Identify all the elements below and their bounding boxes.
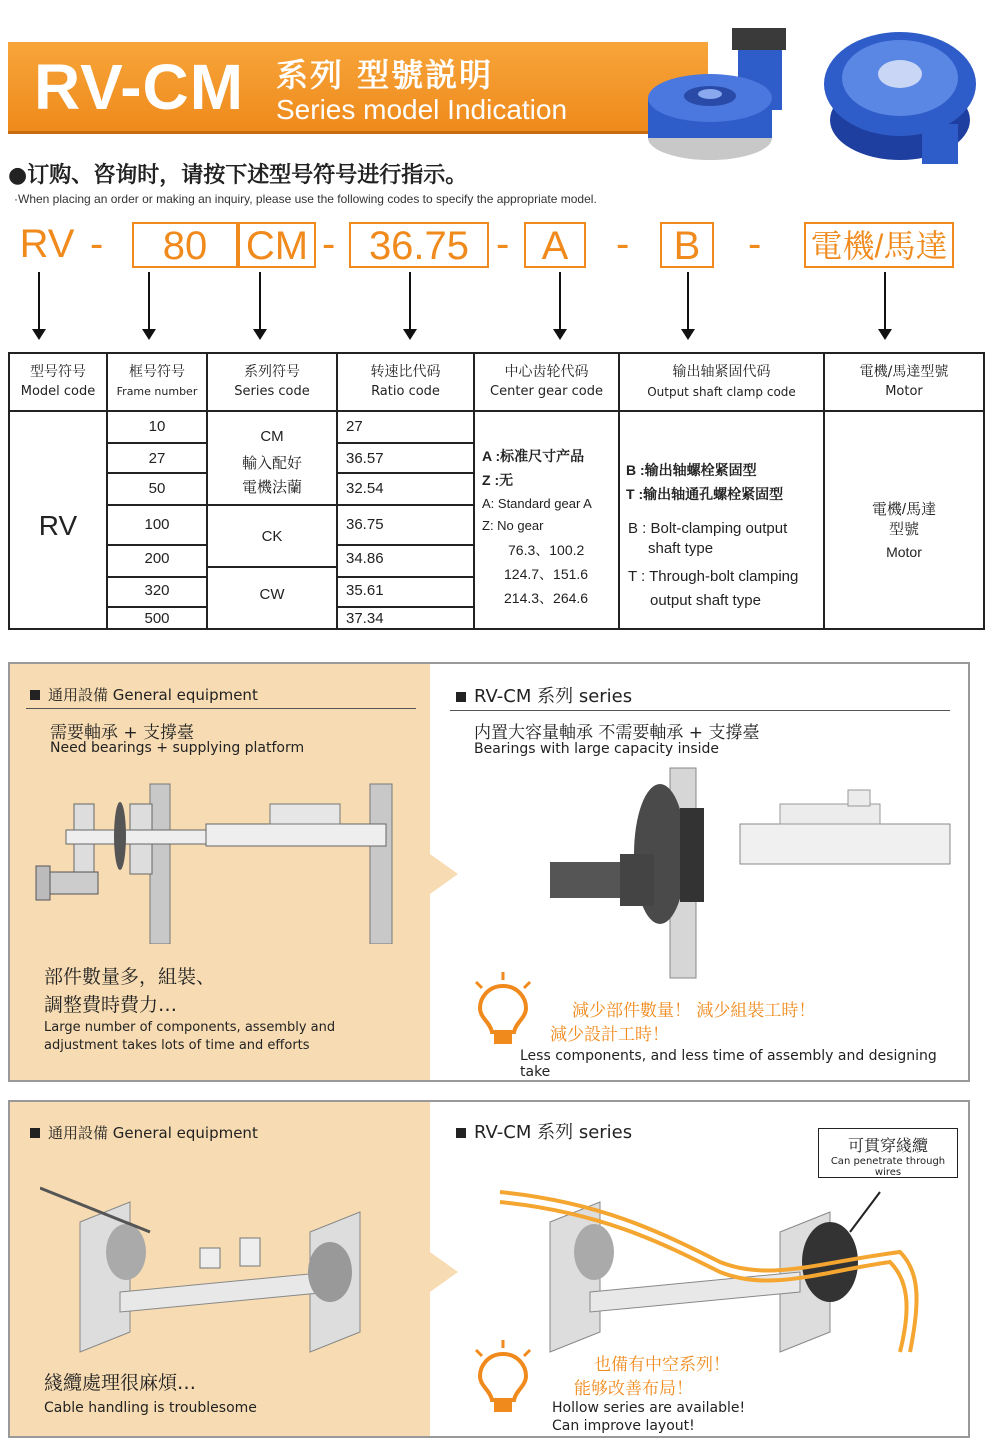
left-bottom-cn-2: 調整費時費力…	[44, 994, 178, 1016]
section-underline	[26, 708, 416, 709]
order-instruction-cn: ●订购、咨询时，请按下述型号符号进行指示。	[8, 163, 468, 188]
clamp-b-cn: B :输出轴螺栓紧固型	[626, 462, 757, 478]
benefit-text-2: 減少設計工時！	[550, 1025, 669, 1045]
header-motor: 電機/馬達型號 Motor	[859, 364, 949, 399]
rv-section-title: RV-CM 系列 series	[456, 1118, 632, 1144]
ratio-6: 35.61	[346, 582, 384, 599]
col-sep	[618, 410, 620, 628]
arrow-series	[259, 272, 261, 330]
code-frame: 80	[132, 222, 238, 268]
series-cm-note-1: 輸入配好	[241, 455, 302, 472]
spec-table	[8, 352, 985, 630]
ratio-5: 34.86	[346, 550, 384, 567]
header-clamp-code: 输出轴紧固代码 Output shaft clamp code	[620, 354, 825, 410]
comparison-panel-cables	[8, 1100, 970, 1438]
series-cm-note-2: 電機法蘭	[241, 479, 302, 496]
header-ratio-code: 转速比代码 Ratio code	[338, 354, 475, 410]
frame-row-line	[108, 576, 208, 578]
gear-a-cn: A :标准尺寸产品	[482, 448, 585, 464]
code-clamp: B	[660, 222, 714, 268]
ratio-3: 32.54	[346, 480, 384, 497]
right-subtitle-en: Bearings with large capacity inside	[474, 741, 720, 757]
clamp-t-cn: T :输出轴通孔螺栓紧固型	[626, 486, 784, 502]
code-ratio: 36.75	[349, 222, 489, 268]
frame-100: 100	[144, 516, 170, 533]
series-cw: CW	[259, 586, 285, 603]
frame-200: 200	[144, 550, 170, 567]
left-bottom-en-1: Large number of components, assembly and	[44, 1020, 336, 1035]
frame-500: 500	[144, 610, 170, 627]
clamp-t-en-1: T : Through-bolt clamping	[628, 568, 799, 585]
ratio-row-line	[338, 606, 475, 608]
code-rv: RV	[19, 222, 75, 266]
left-bottom-cn-1: 部件數量多，組裝、	[44, 966, 216, 988]
ratio-4: 36.75	[346, 516, 384, 533]
gear-values-1: 76.3、100.2	[508, 542, 585, 558]
arrow-frame	[148, 272, 150, 330]
code-dash-1: -	[90, 222, 104, 266]
general-equipment-cable-illustration	[40, 1162, 420, 1362]
code-dash-3: -	[496, 222, 510, 266]
series-ck: CK	[261, 528, 283, 545]
hollow-benefit-1: 也備有中空系列！	[594, 1355, 730, 1375]
frame-320: 320	[144, 582, 170, 599]
title-en: Series model Indication	[276, 94, 568, 125]
series-cm: CM	[260, 428, 284, 445]
header-series-code: 系列符号 Series code	[208, 354, 338, 410]
general-equipment-illustration	[30, 774, 420, 944]
header-banner	[8, 42, 708, 134]
lightbulb-icon	[468, 970, 538, 1050]
model-rv: RV	[38, 510, 78, 541]
series-row-line	[208, 566, 338, 568]
comparison-panel-bearings	[8, 662, 970, 1082]
hollow-en-1: Hollow series are available!	[552, 1400, 746, 1416]
header-frame-number: 框号符号 Frame number	[108, 354, 208, 410]
ratio-2: 36.57	[346, 450, 384, 467]
clamp-b-en-2: shaft type	[648, 540, 714, 557]
frame-27: 27	[148, 450, 166, 467]
order-instruction-en: ·When placing an order or making an inquiry, please use the following codes to specify the appropriate model.	[14, 192, 597, 206]
code-motor: 電機/馬達	[804, 222, 954, 268]
gear-a-en: A: Standard gear A	[482, 496, 592, 511]
header-model-code: 型号符号 Model code	[10, 354, 108, 410]
arrow-ratio	[409, 272, 411, 330]
wire-callout: 可貫穿綫纜 Can penetrate through wires	[818, 1128, 958, 1178]
ratio-row-line	[338, 576, 475, 578]
right-bottom-en: Less components, and less time of assembly and designing take	[520, 1048, 937, 1080]
section-title: 通用設備 General equipment	[30, 684, 258, 705]
code-gear: A	[524, 222, 586, 268]
lightbulb-icon	[468, 1338, 538, 1418]
section-title: 通用設備 General equipment	[30, 1122, 258, 1143]
left-bottom-cn: 綫纜處理很麻煩…	[44, 1372, 197, 1394]
right-subtitle-cn: 内置大容量軸承 不需要軸承 + 支撐臺	[474, 723, 760, 743]
ratio-7: 37.34	[346, 610, 384, 627]
model-title: RV-CM	[34, 51, 245, 123]
rv-cm-illustration	[530, 764, 960, 984]
motor-cn-2: 型號	[888, 521, 919, 538]
comparison-arrow	[430, 1252, 458, 1292]
code-dash-2: -	[322, 222, 336, 266]
frame-row-line	[108, 544, 208, 546]
left-subtitle-en: Need bearings + supplying platform	[50, 740, 305, 756]
code-dash-4: -	[616, 222, 630, 266]
rv-section-underline	[450, 710, 950, 711]
ratio-row-line	[338, 544, 475, 546]
ratio-row-line	[338, 472, 475, 474]
title-cn: 系列 型號説明	[276, 56, 494, 94]
frame-10: 10	[148, 418, 166, 435]
ratio-row-line	[338, 504, 475, 506]
code-series: CM	[238, 222, 316, 268]
left-subtitle-cn: 需要軸承 + 支撐臺	[50, 723, 195, 743]
frame-row-line	[108, 606, 208, 608]
rv-section-title: RV-CM 系列 series	[456, 682, 632, 708]
ratio-row-line	[338, 442, 475, 444]
frame-row-line	[108, 504, 208, 506]
arrow-model	[38, 272, 40, 330]
hollow-en-2: Can improve layout!	[552, 1418, 695, 1434]
arrow-motor	[884, 272, 886, 330]
gear-z-cn: Z :无	[482, 472, 514, 488]
comparison-arrow	[430, 854, 458, 894]
clamp-b-en-1: B : Bolt-clamping output	[628, 520, 788, 537]
gear-values-2: 124.7、151.6	[504, 566, 589, 582]
frame-row-line	[108, 472, 208, 474]
header-divider	[10, 410, 983, 412]
benefit-text-1: 減少部件數量！ 減少組裝工時！	[572, 1001, 816, 1021]
code-dash-5: -	[748, 222, 762, 266]
hollow-benefit-2: 能够改善布局！	[574, 1379, 693, 1399]
motor-en: Motor	[886, 544, 922, 560]
product-image-1	[640, 20, 820, 170]
gear-values-3: 214.3、264.6	[504, 590, 589, 606]
clamp-t-en-2: output shaft type	[650, 592, 761, 609]
rv-cm-hollow-illustration	[480, 1162, 950, 1362]
series-row-line	[208, 504, 338, 506]
frame-row-line	[108, 442, 208, 444]
gear-z-en: Z: No gear	[482, 518, 544, 533]
arrow-clamp	[687, 272, 689, 330]
left-bottom-en-2: adjustment takes lots of time and efforts	[44, 1038, 310, 1053]
ratio-1: 27	[346, 418, 363, 435]
motor-cn-1: 電機/馬達	[871, 501, 937, 518]
left-bottom-en: Cable handling is troublesome	[44, 1400, 257, 1416]
frame-50: 50	[148, 480, 166, 497]
arrow-gear	[559, 272, 561, 330]
header-center-gear: 中心齿轮代码 Center gear code	[475, 354, 620, 410]
product-image-2	[812, 12, 992, 172]
